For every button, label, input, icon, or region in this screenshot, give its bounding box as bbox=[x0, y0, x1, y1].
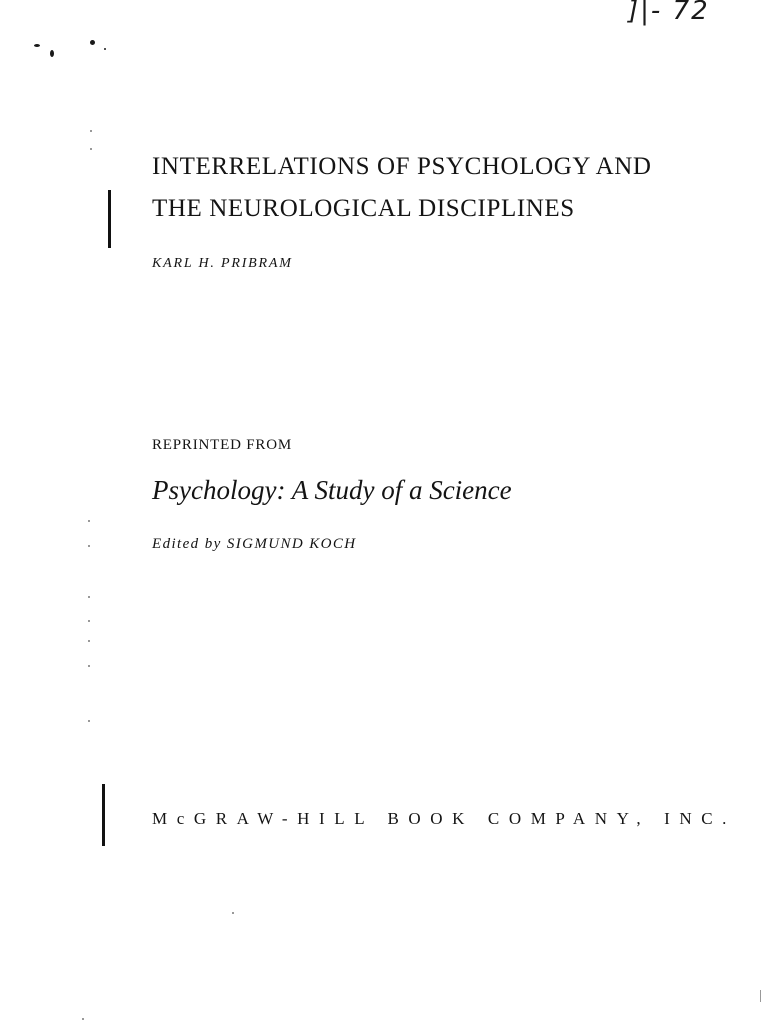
title-line-2: THE NEUROLOGICAL DISCIPLINES bbox=[152, 195, 575, 222]
scan-speck bbox=[34, 44, 40, 47]
scan-dot bbox=[88, 596, 90, 598]
author-name: KARL H. PRIBRAM bbox=[152, 256, 293, 271]
scan-dot bbox=[88, 640, 90, 642]
margin-bar bbox=[102, 784, 105, 846]
margin-bar bbox=[108, 190, 111, 248]
scan-dot bbox=[88, 665, 90, 667]
editor-credit: Edited by SIGMUND KOCH bbox=[152, 536, 357, 552]
scan-speck bbox=[104, 48, 106, 50]
scan-dot bbox=[232, 912, 234, 914]
scan-dot bbox=[90, 148, 92, 150]
scan-dot bbox=[88, 520, 90, 522]
handwritten-page-mark: ]|- 72 bbox=[628, 0, 710, 26]
scan-dot bbox=[88, 545, 90, 547]
scan-dot bbox=[760, 990, 761, 1002]
scan-speck bbox=[50, 50, 54, 57]
scan-dot bbox=[88, 620, 90, 622]
scan-speck bbox=[90, 40, 95, 45]
scan-dot bbox=[82, 1018, 84, 1020]
scan-dot bbox=[90, 130, 92, 132]
document-title bbox=[152, 146, 652, 230]
book-title: Psychology: A Study of a Science bbox=[152, 475, 512, 505]
title-line-1: INTERRELATIONS OF PSYCHOLOGY AND bbox=[152, 153, 652, 180]
scan-dot bbox=[88, 720, 90, 722]
publisher-name: McGRAW-HILL BOOK COMPANY, INC. bbox=[152, 809, 736, 828]
reprinted-from-label: REPRINTED FROM bbox=[152, 437, 292, 453]
